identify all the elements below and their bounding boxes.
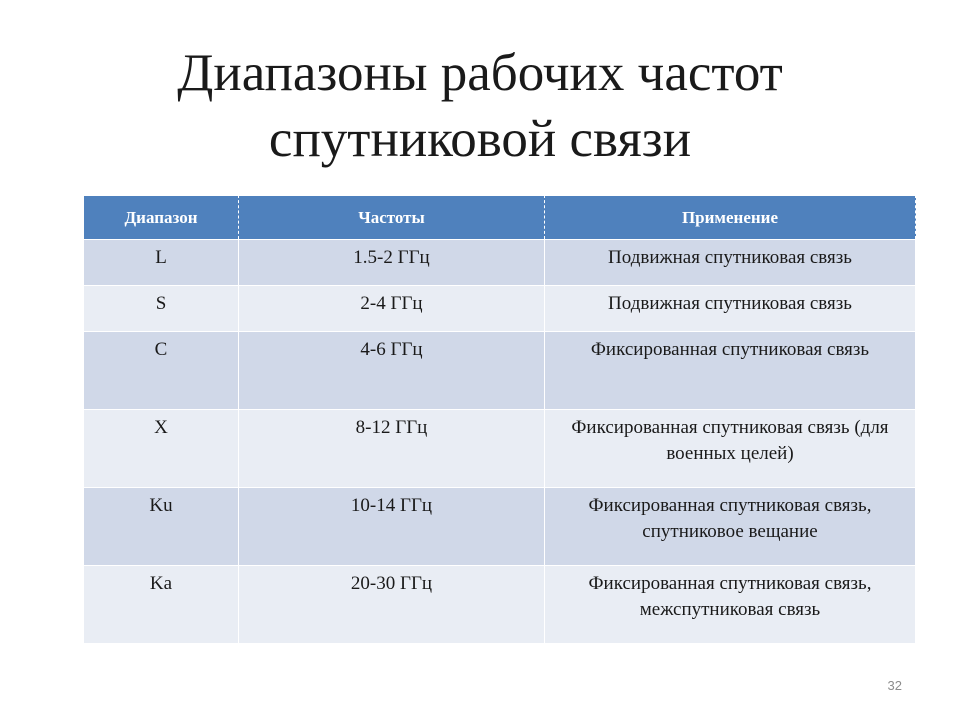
table-row	[84, 286, 916, 332]
table-row	[84, 240, 916, 286]
table-row	[84, 488, 916, 566]
header-frequencies: Частоты	[239, 196, 545, 240]
band-cell: Ka	[84, 566, 239, 644]
application-cell: Фиксированная спутниковая связь	[545, 332, 916, 410]
frequency-bands-table	[83, 195, 916, 644]
application-cell: Подвижная спутниковая связь	[545, 240, 916, 286]
application-cell: Фиксированная спутниковая связь, спутниковое вещание	[545, 488, 916, 566]
band-cell: Ku	[84, 488, 239, 566]
frequency-cell: 10-14 ГГц	[239, 488, 545, 566]
frequency-cell: 2-4 ГГц	[239, 286, 545, 332]
slide-title-line-1: Диапазоны рабочих частот	[177, 44, 783, 102]
header-application: Применение	[545, 196, 916, 240]
application-cell: Фиксированная спутниковая связь (для военных целей)	[545, 410, 916, 488]
table-row	[84, 332, 916, 410]
frequency-cell: 4-6 ГГц	[239, 332, 545, 410]
band-cell: X	[84, 410, 239, 488]
slide-title	[0, 40, 960, 172]
frequency-cell: 20-30 ГГц	[239, 566, 545, 644]
frequency-cell: 1.5-2 ГГц	[239, 240, 545, 286]
frequency-cell: 8-12 ГГц	[239, 410, 545, 488]
header-band: Диапазон	[84, 196, 239, 240]
table-row	[84, 566, 916, 644]
table-row	[84, 410, 916, 488]
application-cell: Фиксированная спутниковая связь, межспутниковая связь	[545, 566, 916, 644]
slide-title-line-2: спутниковой связи	[268, 110, 692, 168]
band-cell: C	[84, 332, 239, 410]
band-cell: S	[84, 286, 239, 332]
band-cell: L	[84, 240, 239, 286]
page-number: 32	[887, 678, 902, 693]
application-cell: Подвижная спутниковая связь	[545, 286, 916, 332]
table-header-row	[84, 196, 916, 240]
